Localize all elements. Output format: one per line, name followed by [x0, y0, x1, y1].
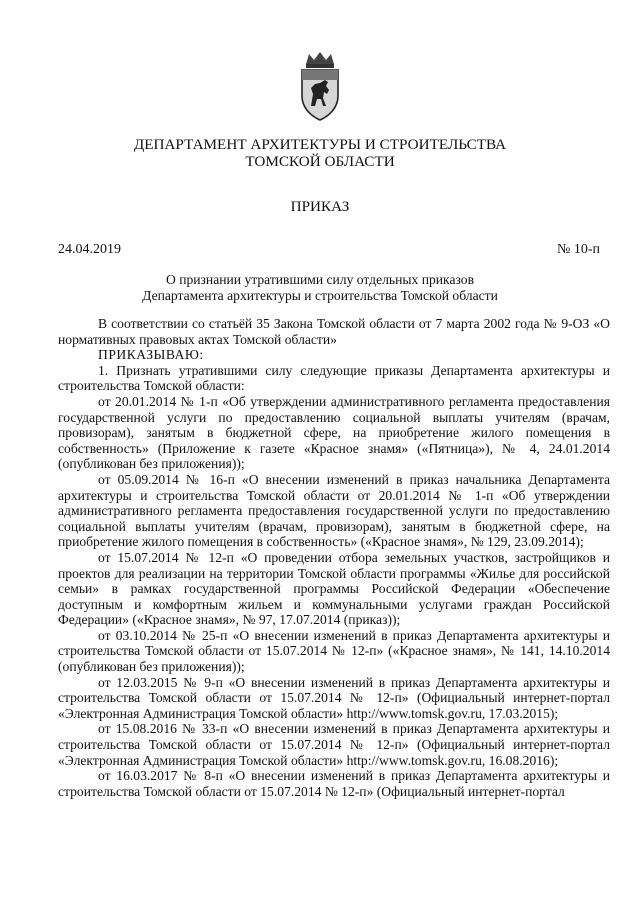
order-paragraph-3: от 15.07.2014 № 12-п «О проведении отбора земельных участков, застройщиков и проектов для реализации на территории Томской области программы «Жилье для российской семьи» в рамках государственной программы Российской Федерации «Обеспечение доступным и комфортным жильем и коммунальными услугами граждан Российской Федерации» («Красное знамя», № 97, 17.07.2014 (приказ)); — [58, 549, 610, 628]
decree-word: ПРИКАЗЫВАЮ: — [98, 347, 204, 363]
document-body — [58, 316, 610, 799]
order-paragraph-1: от 20.01.2014 № 1-п «Об утверждении административного регламента предоставления государственной услуги по предоставлению социальной выплаты учителям (врачам, провизорам), занятым в бюджетной сфере, на приобретение жилого помещения в собственность» (Приложение к газете «Красное знамя» («Пятница»), № 4, 24.01.2014 (опубликован без приложения)); — [58, 393, 610, 472]
item-1-paragraph: 1. Признать утратившими силу следующие приказы Департамента архитектуры и строительства Томской области: — [58, 362, 610, 394]
order-paragraph-7: от 16.03.2017 № 8-п «О внесении изменений в приказ Департамента архитектуры и строительства Томской области от 15.07.2014 № 12-п» (Официальный интернет-портал — [58, 768, 610, 799]
org-line-2: ТОМСКОЙ ОБЛАСТИ — [245, 153, 395, 170]
order-paragraph-4: от 03.10.2014 № 25-п «О внесении изменений в приказ Департамента архитектуры и строительства Томской области от 15.07.2014 № 12-п» («Красное знамя», № 141, 14.10.2014 (опубликован без приложения)); — [58, 627, 610, 675]
organization-name — [0, 136, 640, 170]
subject-line-1: О признании утратившими силу отдельных приказов — [166, 272, 474, 287]
document-subject — [0, 272, 640, 303]
document-type: ПРИКАЗ — [290, 198, 350, 215]
order-paragraph-5: от 12.03.2015 № 9-п «О внесении изменений в приказ Департамента архитектуры и строительства Томской области от 15.07.2014 № 12-п» (Официальный интернет-портал «Электронная Администрация Томской области» http://www.tomsk.gov.ru, 17.03.2015); — [58, 674, 610, 721]
order-paragraph-6: от 15.08.2016 № 33-п «О внесении изменений в приказ Департамента архитектуры и строительства Томской области от 15.07.2014 № 12-п» (Официальный интернет-портал «Электронная Администрация Томской области» http://www.tomsk.gov.ru, 16.08.2016); — [58, 721, 610, 768]
org-line-1: ДЕПАРТАМЕНТ АРХИТЕКТУРЫ И СТРОИТЕЛЬСТВА — [133, 136, 507, 153]
preamble-paragraph: В соответствии со статьёй 35 Закона Томской области от 7 марта 2002 года № 9-ОЗ «О нормативных правовых актах Томской области» — [58, 316, 610, 347]
subject-line-2: Департамента архитектуры и строительства Томской области — [142, 287, 498, 303]
coat-of-arms-emblem — [296, 50, 344, 122]
document-date: 24.04.2019 — [58, 242, 121, 257]
order-paragraph-2: от 05.09.2014 № 16-п «О внесении изменений в приказ начальника Департамента архитектуры и строительства Томской области от 20.01.2014 № 1-п «Об утверждении административного регламента предоставления государственной услуги по предоставлению социальной выплаты учителям (врачам, провизорам), занятым в бюджетной сфере, на приобретение жилого помещения в собственность» («Красное знамя», № 129, 23.09.2014); — [58, 471, 610, 550]
document-number: № 10-п — [556, 242, 600, 257]
